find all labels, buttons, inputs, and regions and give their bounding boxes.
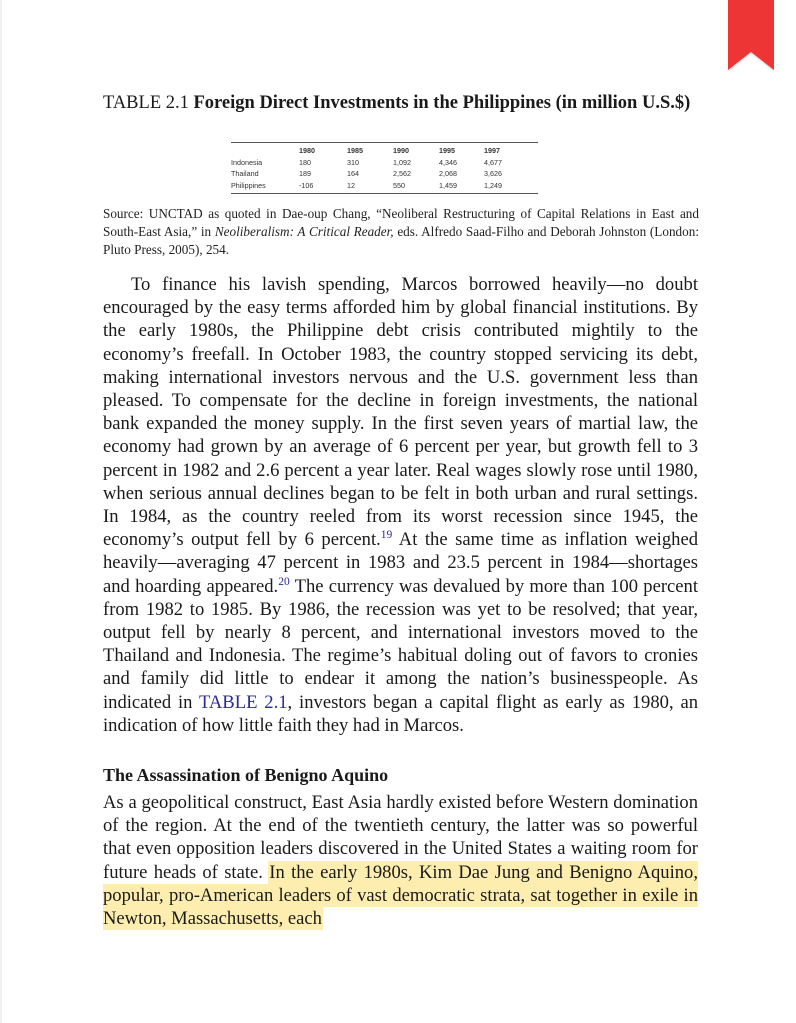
table-header-cell: 1990 (393, 146, 409, 155)
fdi-table (231, 142, 538, 194)
table-cell: 180 (299, 157, 311, 167)
table-cell: -106 (299, 180, 314, 190)
source-book-title: Neoliberalism: A Critical Reader, (214, 224, 394, 239)
footnote-link[interactable]: 19 (380, 529, 393, 542)
body-paragraph[interactable] (103, 273, 698, 737)
source-text: Source: UNCTAD as quoted in Dae-oup Chang, “Neoliberal Restructuring of Capital Relations in East and South-East Asia,” in (103, 206, 699, 239)
table-caption (103, 92, 703, 115)
body-paragraph[interactable] (103, 791, 698, 930)
table-cell: 310 (347, 157, 359, 167)
paragraph-text: To finance his lavish spending, Marcos borrowed heavily—no doubt encouraged by the easy terms afforded him by global financial institutions. By the early 1980s, the Philippine debt crisis contributed mightily to the economy’s freefall. In October 1983, the country stopped servicing its debt, making international investors nervous and the U.S. government less than pleased. To compensate for the decline in foreign investments, the national bank expanded the money supply. In the first seven years of martial law, the economy had grown by an average of 6 percent per year, but growth fell to 3 percent in 1982 and 2.6 percent a year later. Real wages slowly rose until 1980, when serious annual declines began to be felt in both urban and rural settings. In 1984, as the country reeled from its worst recession since 1945, the economy’s output fell by 6 percent. (103, 274, 698, 551)
row-label: Philippines (231, 180, 266, 190)
table-source-note (103, 205, 699, 259)
table-header-cell: 1997 (484, 146, 500, 155)
bookmark-ribbon-icon (728, 0, 774, 72)
table-row (231, 157, 538, 169)
table-cell: 1,092 (393, 157, 411, 167)
highlighted-text[interactable]: In the early 1980s, Kim Dae Jung and Benigno Aquino, popular, pro-American leaders of vast democratic strata, sat together in exile in Newton, Massachusetts, each (103, 861, 698, 930)
table-cell: 550 (393, 180, 405, 190)
row-label: Indonesia (231, 157, 263, 167)
table-row (231, 168, 538, 180)
table-header-cell: 1985 (347, 146, 363, 155)
table-cell: 1,249 (484, 180, 502, 190)
table-cell: 12 (347, 180, 355, 190)
bookmark-button[interactable] (728, 0, 774, 72)
table-cell: 1,459 (439, 180, 457, 190)
paragraph-text: The currency was devalued by more than 100 percent from 1982 to 1985. By 1986, the recession was yet to be resolved; that year, output fell by nearly 8 percent, and international investors moved to the Thailand and Indonesia. The regime’s habitual doling out of favors to cronies and family did little to endear it among the nation’s businesspeople. As indicated in (103, 575, 698, 713)
table-cell: 2,068 (439, 169, 457, 178)
footnote-link[interactable]: 20 (278, 575, 290, 588)
section-heading: The Assassination of Benigno Aquino (103, 765, 389, 785)
table-row (231, 180, 538, 194)
table-cell: 3,626 (484, 169, 502, 178)
paragraph-text: , investors began a capital flight as early as 1980, an indication of how little faith they had in Marcos. (103, 691, 699, 736)
table-header-cell: 1980 (299, 146, 315, 155)
table-header-cell: 1995 (439, 146, 455, 155)
table-cell: 2,562 (393, 169, 411, 178)
table-title: Foreign Direct Investments in the Philippines (in million U.S.$) (193, 93, 691, 113)
table-cell: 4,677 (484, 157, 502, 167)
paragraph-text: As a geopolitical construct, East Asia hardly existed before Western domination of the region. At the end of the twentieth century, the latter was so powerful that even opposition leaders discovered in the United States a waiting room for future heads of state. (103, 792, 698, 883)
table-cell: 189 (299, 169, 311, 178)
row-label: Thailand (231, 169, 259, 178)
table-cross-reference-link[interactable]: TABLE 2.1 (199, 691, 288, 713)
table-header-row (231, 143, 538, 157)
paragraph-text: At the same time as inflation weighed heavily—averaging 47 percent in 1983 and 23.5 percent in 1984—shortages and hoarding appeared. (103, 529, 698, 597)
table-number: TABLE 2.1 (103, 93, 189, 113)
source-text-suffix: eds. Alfredo Saad-Filho and Deborah Johnston (London: Pluto Press, 2005), 254. (103, 224, 699, 257)
table-cell: 164 (347, 169, 359, 178)
table-header-cell (231, 143, 299, 157)
table-cell: 4,346 (439, 157, 457, 167)
